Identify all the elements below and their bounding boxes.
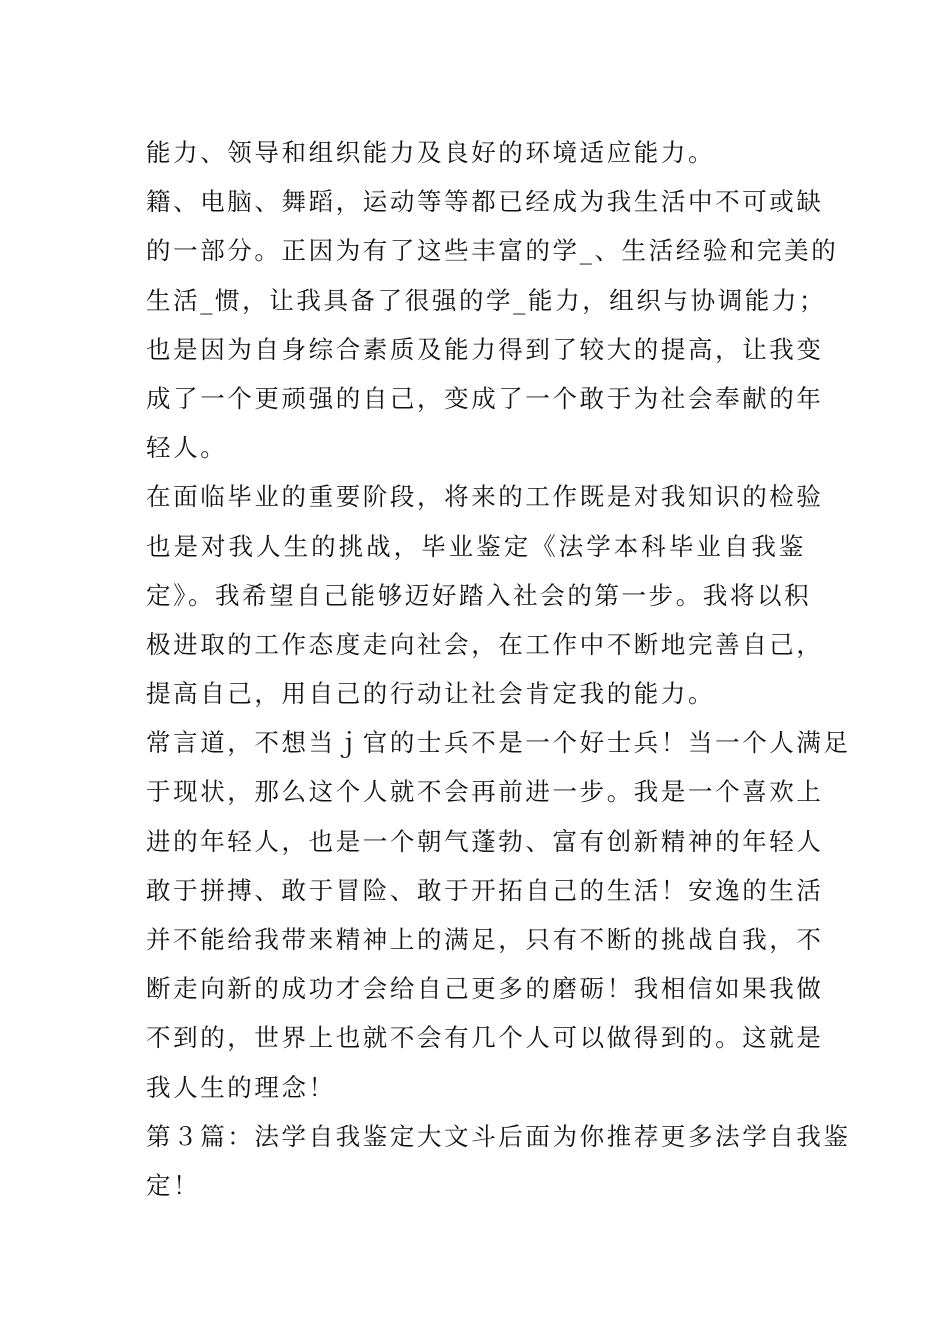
text-line: 敢于拼搏、敢于冒险、敢于开拓自己的生活！安逸的生活 — [146, 875, 824, 905]
text-line: 常言道，不想当ｊ官的士兵不是一个好士兵！当一个人满足 — [146, 728, 851, 758]
text-line: 能力、领导和组织能力及良好的环境适应能力。 — [146, 138, 716, 167]
text-line: 生活_惯，让我具备了很强的学_能力，组织与协调能力； — [146, 285, 827, 315]
document-body — [146, 128, 851, 1210]
text-line: 也是对我人生的挑战，毕业鉴定《法学本科毕业自我鉴 — [146, 531, 806, 561]
text-line: 定！ — [146, 1170, 201, 1200]
text-line: 我人生的理念！ — [146, 1072, 336, 1102]
text-line: 轻人。 — [146, 433, 228, 463]
text-line: 也是因为自身综合素质及能力得到了较大的提高，让我变 — [146, 334, 824, 364]
text-line: 极进取的工作态度走向社会，在工作中不断地完善自己， — [146, 629, 824, 659]
text-line: 的一部分。正因为有了这些丰富的学_、生活经验和完美的 — [146, 236, 839, 266]
text-line: 在面临毕业的重要阶段，将来的工作既是对我知识的检验 — [146, 482, 824, 512]
text-line: 定》。我希望自己能够迈好踏入社会的第一步。我将以积 — [146, 580, 812, 610]
text-line: 断走向新的成功才会给自己更多的磨砺！我相信如果我做 — [146, 974, 824, 1004]
text-line: 不到的，世界上也就不会有几个人可以做得到的。这就是 — [146, 1023, 824, 1053]
text-line: 于现状，那么这个人就不会再前进一步。我是一个喜欢上 — [146, 777, 824, 807]
text-line: 并不能给我带来精神上的满足，只有不断的挑战自我，不 — [146, 925, 824, 954]
text-line: 提高自己，用自己的行动让社会肯定我的能力。 — [146, 679, 716, 709]
text-line: 成了一个更顽强的自己，变成了一个敢于为社会奉献的年 — [146, 383, 824, 413]
text-line: 进的年轻人，也是一个朝气蓬勃、富有创新精神的年轻人 — [146, 826, 824, 856]
text-line: 第３篇：法学自我鉴定大文斗后面为你推荐更多法学自我鉴 — [146, 1121, 851, 1151]
text-line: 籍、电脑、舞蹈，运动等等都已经成为我生活中不可或缺 — [146, 187, 824, 217]
